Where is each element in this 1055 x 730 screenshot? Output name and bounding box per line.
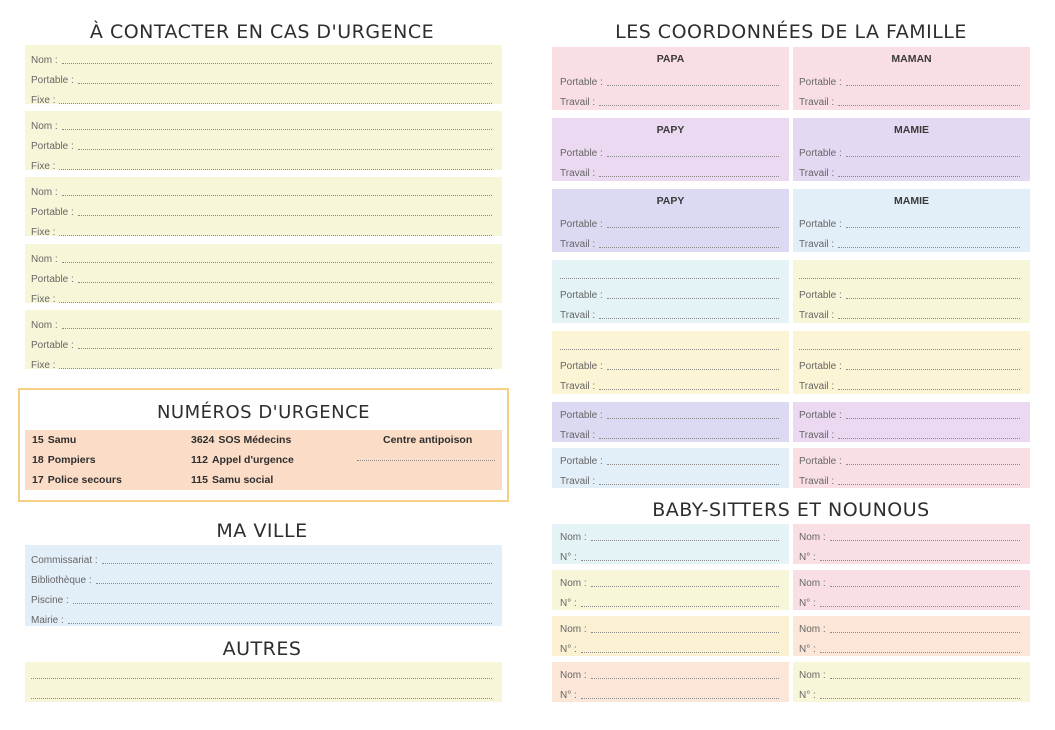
family-card-mom bbox=[793, 47, 1030, 110]
mobile-field[interactable]: Portable : bbox=[799, 140, 1020, 160]
emergency-contact-card bbox=[25, 310, 502, 369]
emergency-number-pompiers: 18 Pompiers bbox=[32, 454, 96, 466]
family-heading: PAPA bbox=[656, 53, 685, 65]
work-field[interactable]: Travail : bbox=[799, 231, 1020, 251]
work-field[interactable]: Travail : bbox=[799, 160, 1020, 180]
name-field[interactable] bbox=[31, 47, 492, 67]
babysitter-card bbox=[552, 524, 789, 564]
name-line[interactable] bbox=[799, 333, 1020, 353]
name-label: Nom : bbox=[31, 187, 58, 198]
number-field[interactable]: N° : bbox=[799, 544, 1020, 564]
family-card-short bbox=[552, 448, 789, 488]
family-card-blank bbox=[793, 260, 1030, 323]
mobile-label: Portable : bbox=[31, 274, 74, 285]
emergency-contacts-title: À CONTACTER EN CAS D'URGENCE bbox=[89, 21, 435, 43]
mobile-field[interactable]: Portable : bbox=[560, 353, 779, 373]
number-field[interactable]: N° : bbox=[799, 636, 1020, 656]
family-heading: MAMIE bbox=[894, 124, 929, 136]
babysitter-card bbox=[793, 662, 1030, 702]
name-field[interactable]: Nom : bbox=[799, 570, 1020, 590]
work-field[interactable]: Travail : bbox=[560, 89, 779, 109]
number-field[interactable]: N° : bbox=[799, 590, 1020, 610]
others-title: AUTRES bbox=[222, 638, 302, 660]
city-title: MA VILLE bbox=[216, 520, 308, 542]
name-field[interactable]: Nom : bbox=[560, 662, 779, 682]
others-line[interactable] bbox=[31, 682, 492, 702]
name-field[interactable]: Nom : bbox=[799, 662, 1020, 682]
family-heading: PAPY bbox=[656, 124, 685, 136]
library-label: Bibliothèque : bbox=[31, 575, 92, 586]
name-field[interactable] bbox=[31, 246, 492, 266]
name-line[interactable] bbox=[799, 262, 1020, 282]
police-station-label: Commissariat : bbox=[31, 555, 98, 566]
landline-field[interactable] bbox=[31, 219, 492, 239]
work-field[interactable]: Travail : bbox=[560, 302, 779, 322]
family-card-dad bbox=[552, 47, 789, 110]
family-heading: MAMAN bbox=[891, 53, 932, 65]
work-field[interactable]: Travail : bbox=[799, 422, 1020, 442]
work-field[interactable]: Travail : bbox=[560, 468, 779, 488]
mobile-field[interactable]: Portable : bbox=[799, 448, 1020, 468]
emergency-contact-card bbox=[25, 111, 502, 170]
family-card-short bbox=[793, 448, 1030, 488]
name-label: Nom : bbox=[31, 320, 58, 331]
landline-label: Fixe : bbox=[31, 161, 56, 172]
pool-label: Piscine : bbox=[31, 595, 69, 606]
mobile-field[interactable]: Portable : bbox=[560, 140, 779, 160]
family-card-grandma bbox=[793, 118, 1030, 181]
mobile-field[interactable] bbox=[31, 332, 492, 352]
town-hall-label: Mairie : bbox=[31, 615, 64, 626]
emergency-contact-card bbox=[25, 45, 502, 104]
mobile-field[interactable]: Portable : bbox=[560, 211, 779, 231]
name-label: Nom : bbox=[31, 121, 58, 132]
others-line[interactable] bbox=[31, 662, 492, 682]
emergency-number-sos: 3624 SOS Médecins bbox=[191, 434, 292, 446]
landline-field[interactable] bbox=[31, 153, 492, 173]
landline-label: Fixe : bbox=[31, 294, 56, 305]
emergency-number-samu-social: 115 Samu social bbox=[191, 474, 274, 486]
police-station-field[interactable] bbox=[31, 547, 492, 567]
landline-label: Fixe : bbox=[31, 360, 56, 371]
name-label: Nom : bbox=[31, 55, 58, 66]
mobile-field[interactable]: Portable : bbox=[799, 353, 1020, 373]
mobile-field[interactable]: Portable : bbox=[560, 402, 779, 422]
name-field[interactable]: Nom : bbox=[560, 616, 779, 636]
number-field[interactable]: N° : bbox=[560, 544, 779, 564]
work-field[interactable]: Travail : bbox=[799, 89, 1020, 109]
number-field[interactable]: N° : bbox=[560, 636, 779, 656]
name-field[interactable] bbox=[31, 312, 492, 332]
babysitter-card bbox=[552, 616, 789, 656]
family-card-grandpa bbox=[552, 118, 789, 181]
babysitters-title: BABY-SITTERS ET NOUNOUS bbox=[652, 499, 930, 521]
work-field[interactable]: Travail : bbox=[560, 373, 779, 393]
mobile-field[interactable]: Portable : bbox=[560, 69, 779, 89]
family-title: LES COORDONNÉES DE LA FAMILLE bbox=[615, 21, 967, 43]
mobile-field[interactable] bbox=[31, 67, 492, 87]
emergency-number-police: 17 Police secours bbox=[32, 474, 122, 486]
number-field[interactable]: N° : bbox=[560, 590, 779, 610]
name-field[interactable]: Nom : bbox=[799, 616, 1020, 636]
name-field[interactable] bbox=[31, 179, 492, 199]
babysitter-card bbox=[793, 616, 1030, 656]
family-card-grandma bbox=[793, 189, 1030, 252]
mobile-field[interactable] bbox=[31, 199, 492, 219]
number-field[interactable]: N° : bbox=[799, 682, 1020, 702]
mobile-field[interactable]: Portable : bbox=[799, 69, 1020, 89]
emergency-number-appel: 112 Appel d'urgence bbox=[191, 454, 294, 466]
poison-center-label: Centre antipoison bbox=[383, 434, 473, 446]
work-field[interactable]: Travail : bbox=[799, 302, 1020, 322]
mobile-field[interactable]: Portable : bbox=[799, 402, 1020, 422]
family-card-blank bbox=[552, 331, 789, 394]
family-card-grandpa bbox=[552, 189, 789, 252]
landline-field[interactable] bbox=[31, 87, 492, 107]
name-line[interactable] bbox=[560, 333, 779, 353]
mobile-field[interactable]: Portable : bbox=[560, 282, 779, 302]
babysitter-card bbox=[793, 524, 1030, 564]
mobile-label: Portable : bbox=[31, 75, 74, 86]
landline-field[interactable] bbox=[31, 286, 492, 306]
work-field[interactable]: Travail : bbox=[560, 422, 779, 442]
mobile-field[interactable]: Portable : bbox=[799, 211, 1020, 231]
landline-label: Fixe : bbox=[31, 95, 56, 106]
family-card-short bbox=[552, 402, 789, 442]
work-field[interactable]: Travail : bbox=[799, 468, 1020, 488]
mobile-label: Portable : bbox=[31, 207, 74, 218]
landline-label: Fixe : bbox=[31, 227, 56, 238]
mobile-field[interactable]: Portable : bbox=[560, 448, 779, 468]
name-line[interactable] bbox=[560, 262, 779, 282]
mobile-label: Portable : bbox=[31, 340, 74, 351]
pool-field[interactable] bbox=[31, 587, 492, 607]
name-field[interactable]: Nom : bbox=[560, 570, 779, 590]
babysitter-card bbox=[552, 662, 789, 702]
emergency-contact-card bbox=[25, 177, 502, 236]
work-field[interactable]: Travail : bbox=[560, 231, 779, 251]
emergency-numbers-panel bbox=[18, 388, 509, 502]
family-card-blank bbox=[552, 260, 789, 323]
others-panel bbox=[25, 662, 502, 702]
name-field[interactable] bbox=[31, 113, 492, 133]
emergency-numbers-title: NUMÉROS D'URGENCE bbox=[156, 402, 371, 423]
family-heading: PAPY bbox=[656, 195, 685, 207]
name-label: Nom : bbox=[31, 254, 58, 265]
library-field[interactable] bbox=[31, 567, 492, 587]
family-heading: MAMIE bbox=[894, 195, 929, 207]
name-field[interactable]: Nom : bbox=[799, 524, 1020, 544]
mobile-field[interactable] bbox=[31, 133, 492, 153]
emergency-number-samu: 15 Samu bbox=[32, 434, 77, 446]
town-hall-field[interactable] bbox=[31, 607, 492, 627]
name-field[interactable]: Nom : bbox=[560, 524, 779, 544]
mobile-field[interactable] bbox=[31, 266, 492, 286]
poison-center-field[interactable] bbox=[357, 460, 495, 461]
city-panel bbox=[25, 545, 502, 626]
emergency-contact-card bbox=[25, 244, 502, 303]
work-field[interactable]: Travail : bbox=[560, 160, 779, 180]
mobile-field[interactable]: Portable : bbox=[799, 282, 1020, 302]
work-field[interactable]: Travail : bbox=[799, 373, 1020, 393]
family-card-short bbox=[793, 402, 1030, 442]
babysitter-card bbox=[552, 570, 789, 610]
mobile-label: Portable : bbox=[31, 141, 74, 152]
family-card-blank bbox=[793, 331, 1030, 394]
landline-field[interactable] bbox=[31, 352, 492, 372]
emergency-numbers-list bbox=[25, 430, 502, 490]
number-field[interactable]: N° : bbox=[560, 682, 779, 702]
babysitter-card bbox=[793, 570, 1030, 610]
